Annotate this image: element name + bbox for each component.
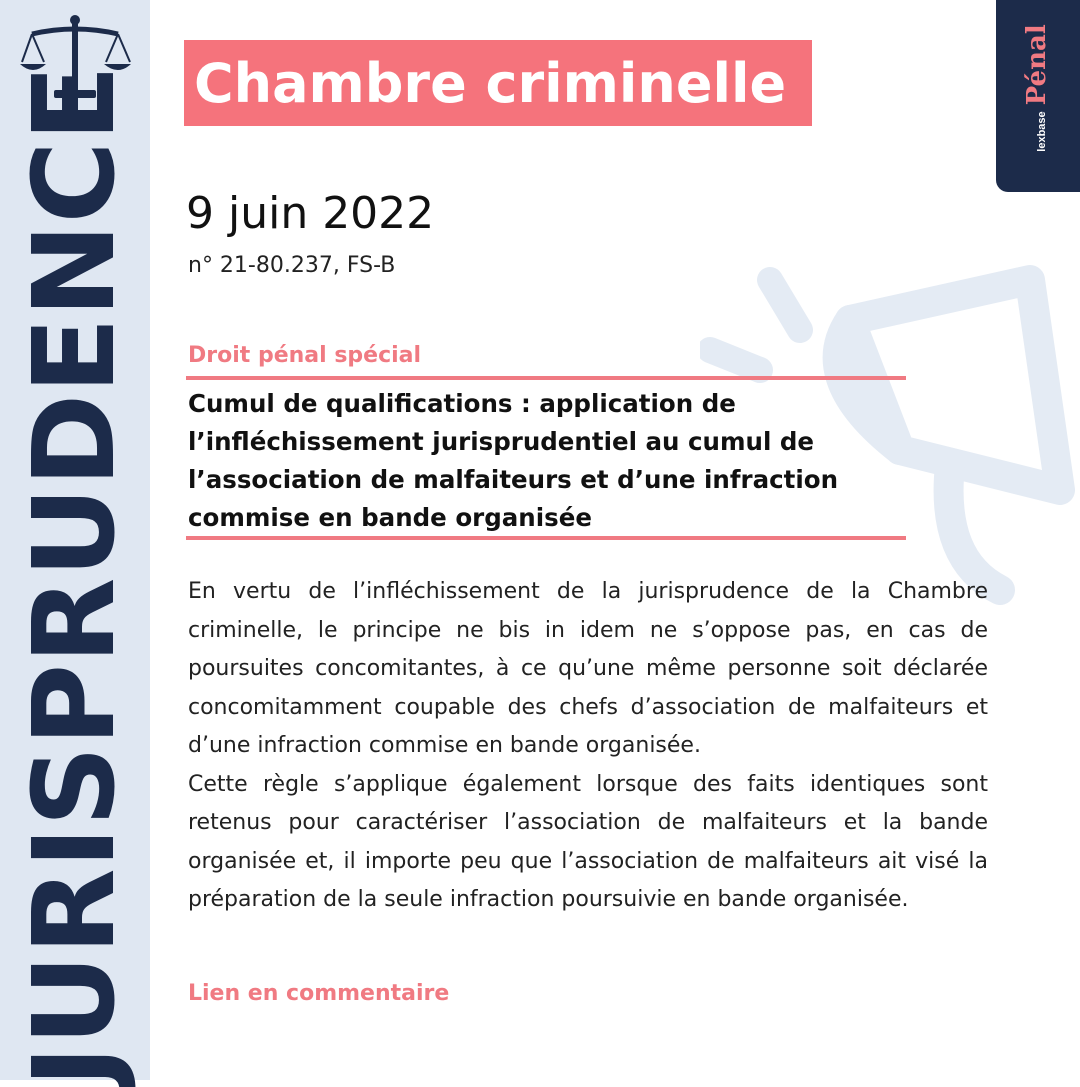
chamber-banner xyxy=(184,40,812,126)
divider-top xyxy=(186,376,906,380)
vertical-section-title: JURISPRUDENCE xyxy=(10,64,140,1087)
brand-logo xyxy=(1022,24,1052,151)
chamber-title: Chambre criminelle xyxy=(194,51,787,115)
brand-name-big: Pénal xyxy=(1022,24,1052,106)
body-paragraph-2: Cette règle s’applique également lorsque des faits identiques sont retenus pour caractériser l’association de malfaiteurs et la bande organisée et, il importe peu que l’association de malfaiteurs ait visé la préparation de la seule infraction poursuivie en bande organisée. xyxy=(188,771,988,912)
comment-link-note[interactable]: Lien en commentaire xyxy=(188,981,450,1006)
category-label: Droit pénal spécial xyxy=(188,343,422,368)
article-heading: Cumul de qualifications : application de l’infléchissement jurisprudentiel au cumul de l’association de malfaiteurs et d’une infraction commise en bande organisée xyxy=(188,389,839,532)
article-body xyxy=(188,573,988,920)
body-paragraph-1: En vertu de l’infléchissement de la jurisprudence de la Chambre criminelle, le principe ne bis in idem ne s’oppose pas, en cas de poursuites concomitantes, à ce qu’une même personne soit déclarée concomitamment coupable des chefs d’association de malfaiteurs et d’une infraction commise en bande organisée. xyxy=(188,579,988,758)
case-number: n° 21-80.237, FS-B xyxy=(188,253,396,278)
brand-name-small: lexbase xyxy=(1036,111,1048,152)
decision-date: 9 juin 2022 xyxy=(186,188,435,239)
side-band xyxy=(0,0,150,1087)
divider-bottom xyxy=(186,536,906,540)
